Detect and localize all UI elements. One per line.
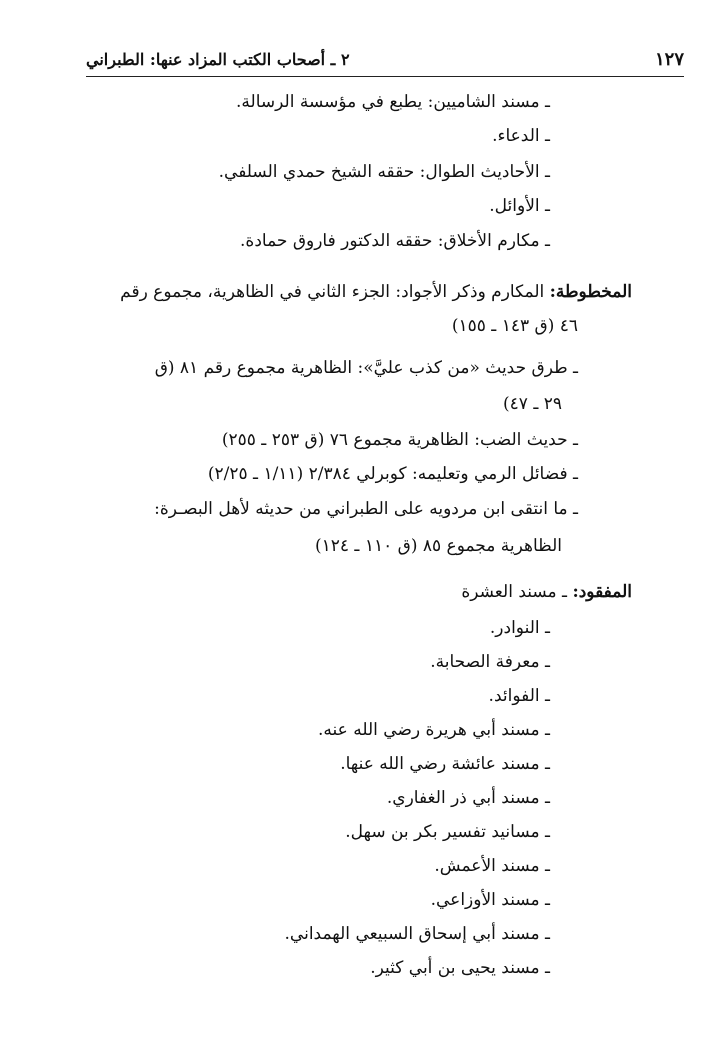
list-item: ـ مسند الشاميين: يطبع في مؤسسة الرسالة. (236, 92, 550, 112)
lost-item: ـ مسند أبي ذر الغفاري. (386, 788, 550, 808)
lost-item: ـ مسانيد تفسير بكر بن سهل. (345, 822, 550, 842)
manuscript-item-cont: الظاهرية مجموع ٨٥ (ق ١١٠ ـ ١٢٤) (314, 536, 562, 556)
manuscript-item: ـ فضائل الرمي وتعليمه: كوبرلي ٢/٣٨٤ (١/١١ ـ ٢/٢٥) (207, 464, 578, 484)
manuscript-item: ـ طرق حديث «من كذب عليَّ»: الظاهرية مجموع رقم ٨١ (ق (154, 358, 578, 378)
manuscript-label: المخطوطة: (549, 282, 632, 302)
lost-item: ـ مسند عائشة رضي الله عنها. (340, 754, 550, 774)
lost-label: المفقود: (572, 582, 632, 602)
manuscript-line-cont: ٤٦ (ق ١٤٣ ـ ١٥٥) (451, 316, 578, 336)
lost-item: ـ مسند أبي إسحاق السبيعي الهمداني. (284, 924, 550, 944)
manuscript-item: ـ ما انتقى ابن مردويه على الطبراني من حديثه لأهل البصـرة: (154, 499, 578, 519)
manuscript-line-1 (120, 280, 632, 304)
manuscript-text: المكارم وذكر الأجواد: الجزء الثاني في الظاهرية، مجموع رقم (120, 282, 545, 302)
lost-line-1 (461, 580, 632, 604)
running-header (86, 42, 684, 77)
lost-item: ـ النوادر. (489, 618, 550, 638)
lost-item: ـ الفوائد. (488, 686, 550, 706)
lost-item: ـ مسند الأوزاعي. (430, 890, 550, 910)
manuscript-item-cont: ٢٩ ـ ٤٧) (503, 394, 562, 414)
lost-first-item: ـ مسند العشرة (461, 582, 568, 602)
lost-item: ـ مسند الأعمش. (434, 856, 550, 876)
running-title: ٢ ـ أصحاب الكتب المزاد عنها: الطبراني (86, 49, 350, 69)
manuscript-item: ـ حديث الضب: الظاهرية مجموع ٧٦ (ق ٢٥٣ ـ ٢٥٥) (221, 430, 578, 450)
page-number: ١٢٧ (654, 48, 684, 70)
list-item: ـ الأوائل. (489, 196, 550, 216)
lost-item: ـ مسند يحيى بن أبي كثير. (370, 958, 550, 978)
lost-item: ـ مسند أبي هريرة رضي الله عنه. (318, 720, 550, 740)
list-item: ـ مكارم الأخلاق: حققه الدكتور فاروق حمادة. (240, 231, 550, 251)
lost-item: ـ معرفة الصحابة. (430, 652, 550, 672)
list-item: ـ الأحاديث الطوال: حققه الشيخ حمدي السلفي. (218, 162, 550, 182)
list-item: ـ الدعاء. (492, 126, 550, 146)
